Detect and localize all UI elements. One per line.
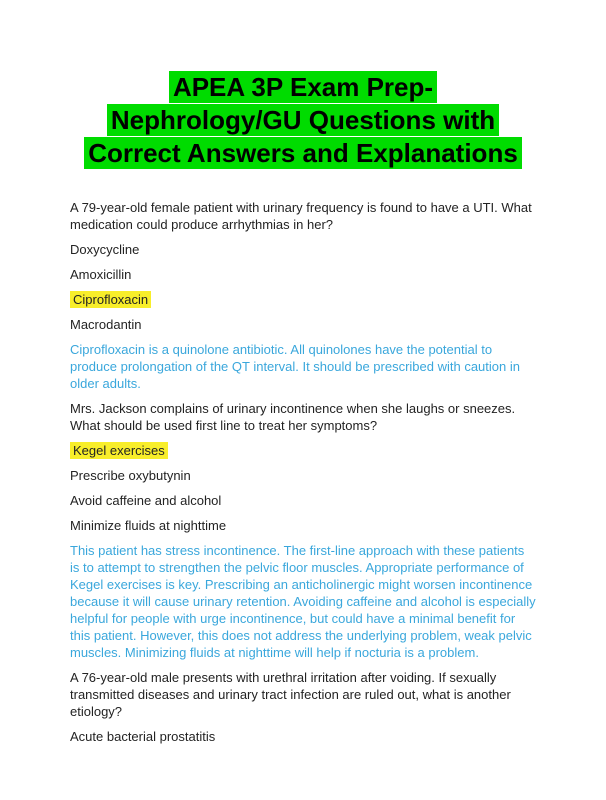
correct-answer (70, 442, 536, 459)
correct-answer-highlight: Kegel exercises (70, 442, 168, 459)
question-text: Mrs. Jackson complains of urinary incontinence when she laughs or sneezes. What should be used first line to treat her symptoms? (70, 401, 516, 433)
question-text: A 79-year-old female patient with urinary frequency is found to have a UTI. What medication could produce arrhythmias in her? (70, 200, 532, 232)
answer-option: Acute bacterial prostatitis (70, 729, 216, 744)
title-line-1: APEA 3P Exam Prep- (169, 71, 437, 103)
correct-answer-highlight: Ciprofloxacin (70, 291, 151, 308)
explanation-text: This patient has stress incontinence. The first-line approach with these patients is to attempt to strengthen the pelvic floor muscles. Appropriate performance of Kegel exercises is key. Prescribing an anticholinergic might worsen incontinence because it will cause urinary retention. Avoiding caffeine and alcohol is especially helpful for people with urge incontinence, but could have a minimal benefit for this patient. However, this does not address the underlying problem, weak pelvic muscles. Minimizing fluids at nighttime will help if nocturia is a problem. (70, 543, 536, 660)
correct-answer (70, 291, 536, 308)
answer-option: Prescribe oxybutynin (70, 468, 191, 483)
answer-option: Doxycycline (70, 242, 140, 257)
title-line-3: Correct Answers and Explanations (84, 137, 522, 169)
answer-option: Avoid caffeine and alcohol (70, 493, 222, 508)
explanation-text: Ciprofloxacin is a quinolone antibiotic. All quinolones have the potential to produce prolongation of the QT interval. It should be prescribed with caution in older adults. (70, 342, 520, 391)
answer-option: Macrodantin (70, 317, 142, 332)
answer-option: Amoxicillin (70, 267, 132, 282)
question-text: A 76-year-old male presents with urethral irritation after voiding. If sexually transmitted diseases and urinary tract infection are ruled out, what is another etiology? (70, 670, 511, 719)
answer-option: Minimize fluids at nighttime (70, 518, 227, 533)
title-line-2: Nephrology/GU Questions with (107, 104, 499, 136)
document-title (70, 71, 536, 170)
